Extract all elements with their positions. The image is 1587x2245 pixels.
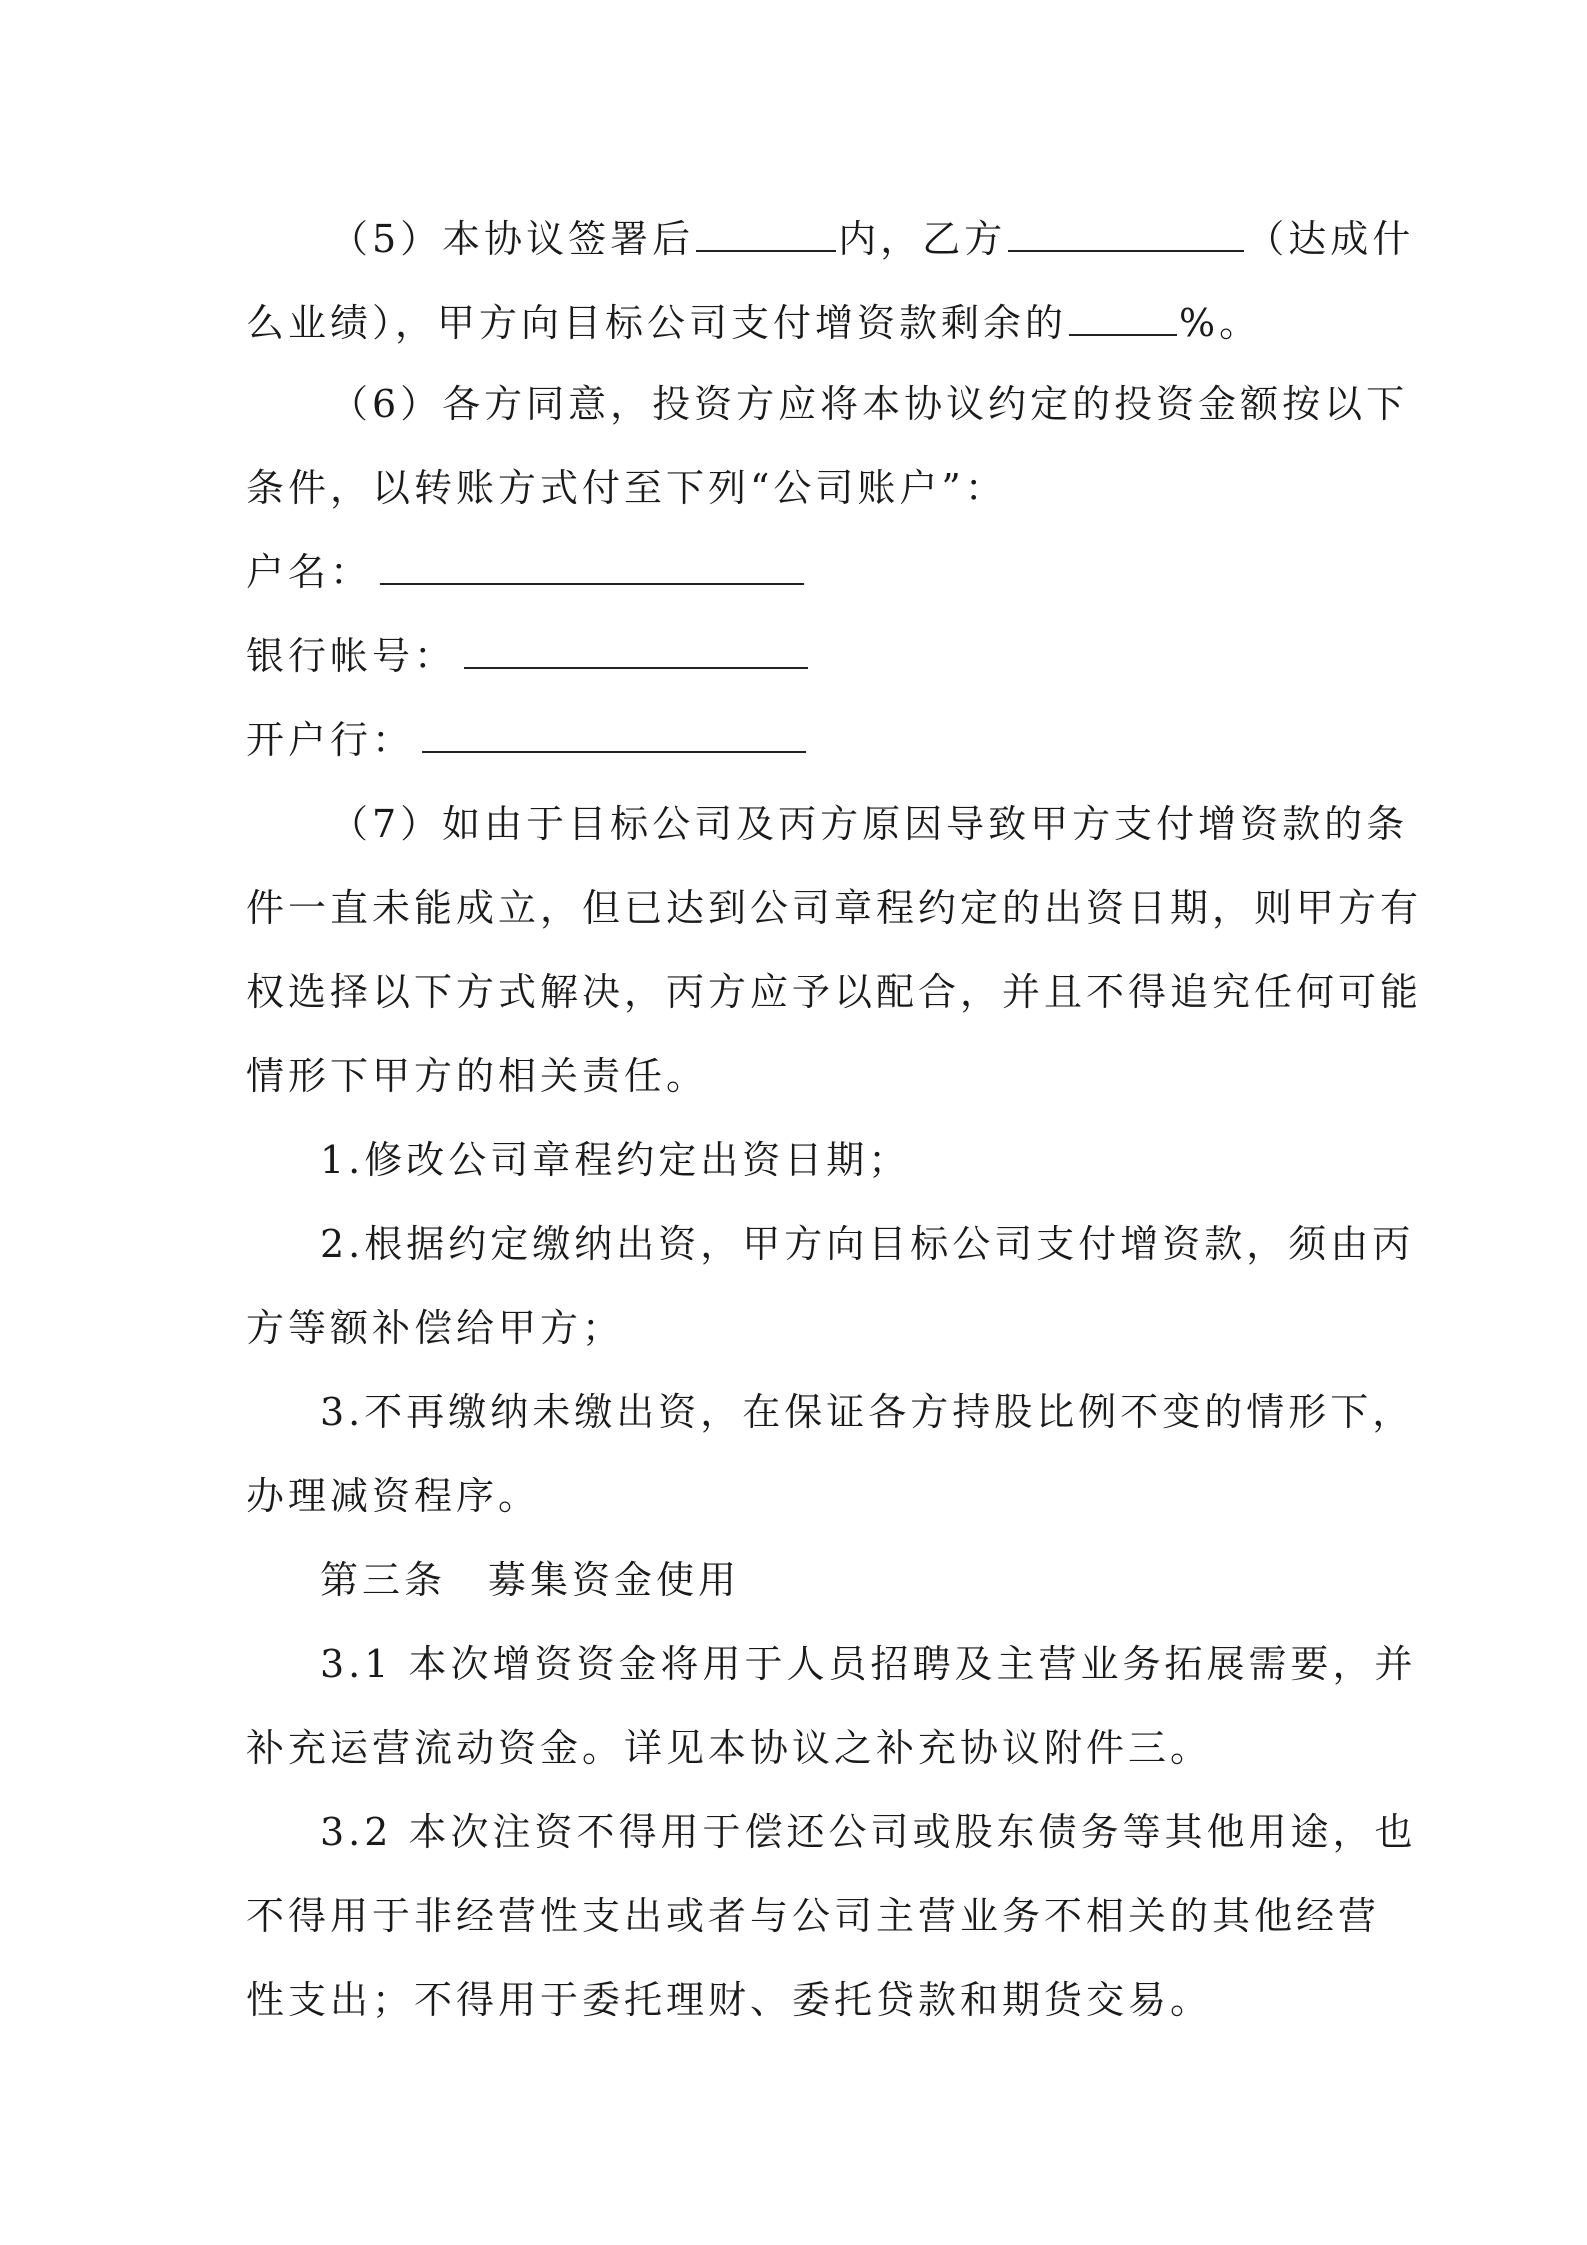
clause-7-line-1: （7）如由于目标公司及丙方原因导致甲方支付增资款的条 bbox=[330, 802, 1409, 846]
clause-5-line-2 bbox=[246, 296, 1346, 344]
blank-performance bbox=[1008, 212, 1244, 252]
account-bank-blank bbox=[422, 717, 806, 753]
option-2-line-2: 方等额补偿给甲方； bbox=[246, 1306, 625, 1350]
option-3-line-2: 办理减资程序。 bbox=[246, 1474, 541, 1518]
article-3-2-line-2: 不得用于非经营性支出或者与公司主营业务不相关的其他经营 bbox=[246, 1894, 1381, 1938]
clause-5-text-e: %。 bbox=[1179, 301, 1262, 345]
clause-5-text-b: 内，乙方 bbox=[838, 217, 1007, 261]
article-3-1-line-2: 补充运营流动资金。详见本协议之补充协议附件三。 bbox=[246, 1726, 1213, 1770]
article-3-heading: 第三条 募集资金使用 bbox=[320, 1558, 741, 1602]
clause-7-line-4: 情形下甲方的相关责任。 bbox=[246, 1054, 709, 1098]
article-3-2-line-1: 3.2 本次注资不得用于偿还公司或股东债务等其他用途，也 bbox=[320, 1810, 1417, 1854]
clause-5-text-a: （5）本协议签署后 bbox=[330, 217, 695, 261]
account-name-row bbox=[246, 548, 1346, 596]
clause-6-line-1: （6）各方同意，投资方应将本协议约定的投资金额按以下 bbox=[330, 382, 1409, 426]
account-name-label: 户名： bbox=[246, 550, 373, 594]
option-2-line-1: 2.根据约定缴纳出资，甲方向目标公司支付增资款，须由丙 bbox=[320, 1222, 1415, 1266]
article-3-2-line-3: 性支出；不得用于委托理财、委托贷款和期货交易。 bbox=[246, 1978, 1213, 2022]
clause-5-text-d: 么业绩），甲方向目标公司支付增资款剩余的 bbox=[246, 301, 1068, 345]
blank-period bbox=[696, 212, 836, 252]
account-number-row bbox=[246, 632, 1346, 680]
account-name-blank bbox=[380, 549, 804, 585]
account-number-label: 银行帐号： bbox=[246, 634, 457, 678]
account-bank-row bbox=[246, 716, 1346, 764]
option-1: 1.修改公司章程约定出资日期； bbox=[320, 1138, 911, 1182]
blank-percent bbox=[1069, 296, 1177, 336]
account-bank-label: 开户行： bbox=[246, 718, 415, 762]
clause-5-text-c: （达成什 bbox=[1246, 217, 1415, 261]
clause-7-line-3: 权选择以下方式解决，丙方应予以配合，并且不得追究任何可能 bbox=[246, 970, 1423, 1014]
article-3-1-line-1: 3.1 本次增资资金将用于人员招聘及主营业务拓展需要，并 bbox=[320, 1642, 1417, 1686]
account-number-blank bbox=[464, 633, 808, 669]
option-3-line-1: 3.不再缴纳未缴出资，在保证各方持股比例不变的情形下， bbox=[320, 1390, 1415, 1434]
clause-5-line-1 bbox=[330, 212, 1430, 260]
clause-7-line-2: 件一直未能成立，但已达到公司章程约定的出资日期，则甲方有 bbox=[246, 886, 1423, 930]
clause-6-line-2: 条件，以转账方式付至下列“公司账户”： bbox=[246, 466, 1007, 510]
